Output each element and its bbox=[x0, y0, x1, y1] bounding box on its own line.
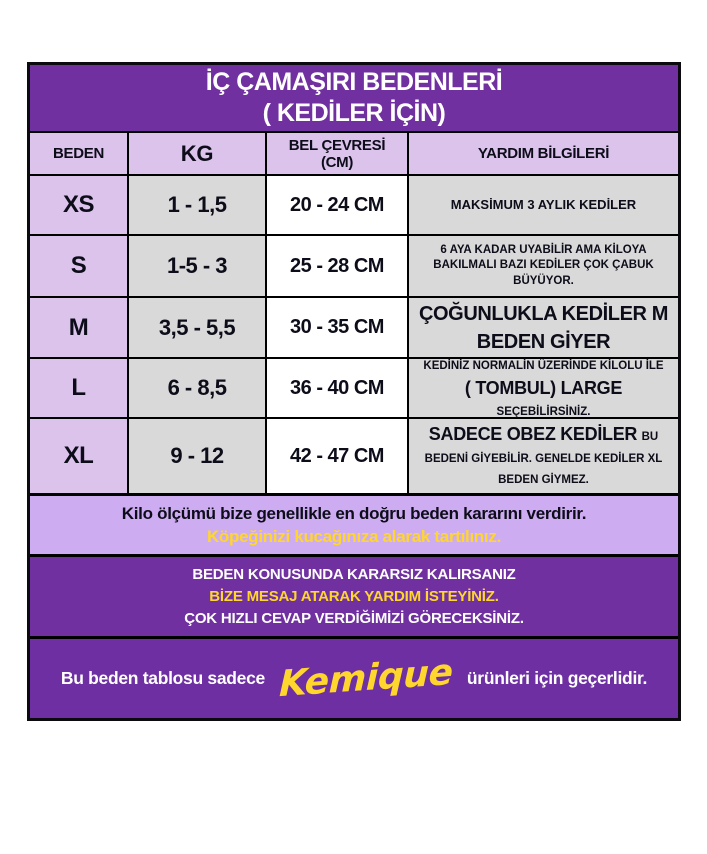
column-header-bel-cevresi bbox=[267, 133, 407, 174]
help-cell-xl bbox=[409, 419, 678, 493]
help-text-l-strong: ( TOMBUL) LARGE bbox=[464, 377, 623, 398]
brand-logo-kemique: Kemique bbox=[278, 651, 454, 705]
help-text-s: 6 AYA KADAR UYABİLİR AMA KİLOYA BAKILMALI BAZI KEDİLER ÇOK ÇABUK BÜYÜYOR. bbox=[433, 243, 654, 287]
support-note-line1: BEDEN KONUSUNDA KARARSIZ KALIRSANIZ bbox=[192, 565, 516, 583]
help-text-xs: MAKSİMUM 3 AYLIK KEDİLER bbox=[450, 197, 637, 213]
brand-note-suffix: ürünleri için geçerlidir. bbox=[466, 668, 648, 688]
support-note-line3: ÇOK HIZLI CEVAP VERDİĞİMİZİ GÖRECEKSİNİZ. bbox=[184, 609, 524, 627]
help-text-xl-tail: BU BEDENİ GİYEBİLİR. GENELDE KEDİLER XL BEDEN GİYMEZ. bbox=[424, 431, 663, 487]
footer-brand-note bbox=[30, 636, 678, 718]
kg-cell-xl: 9 - 12 bbox=[129, 419, 265, 493]
chart-title bbox=[30, 65, 678, 133]
help-cell-l bbox=[409, 359, 678, 417]
size-table bbox=[30, 133, 678, 493]
kg-cell-s: 1-5 - 3 bbox=[129, 236, 265, 296]
support-note-line2: BİZE MESAJ ATARAK YARDIM İSTEYİNİZ. bbox=[209, 587, 499, 605]
help-text-m: ÇOĞUNLUKLA KEDİLER M BEDEN GİYER bbox=[418, 302, 669, 353]
size-cell-m: M bbox=[30, 298, 127, 357]
help-text-xl bbox=[417, 422, 670, 490]
waist-cell-l: 36 - 40 CM bbox=[267, 359, 407, 417]
help-text-l-line1: KEDİNİZ NORMALİN ÜZERİNDE KİLOLU İLE bbox=[423, 360, 664, 373]
column-header-yardim: YARDIM BİLGİLERİ bbox=[409, 133, 678, 174]
chart-title-line1: İÇ ÇAMAŞIRI BEDENLERİ bbox=[205, 68, 503, 96]
column-header-kg: KG bbox=[129, 133, 265, 174]
waist-cell-s: 25 - 28 CM bbox=[267, 236, 407, 296]
size-cell-xl: XL bbox=[30, 419, 127, 493]
column-header-bel-line1: BEL ÇEVRESİ bbox=[288, 136, 386, 154]
size-cell-l: L bbox=[30, 359, 127, 417]
help-cell-xs bbox=[409, 176, 678, 234]
chart-title-line2: ( KEDİLER İÇİN) bbox=[262, 99, 446, 127]
footer-weighing-note bbox=[30, 493, 678, 554]
waist-cell-xl: 42 - 47 CM bbox=[267, 419, 407, 493]
kg-cell-xs: 1 - 1,5 bbox=[129, 176, 265, 234]
waist-cell-xs: 20 - 24 CM bbox=[267, 176, 407, 234]
help-cell-s bbox=[409, 236, 678, 296]
size-chart-sheet bbox=[27, 62, 681, 721]
brand-note-prefix: Bu beden tablosu sadece bbox=[60, 668, 265, 688]
waist-cell-m: 30 - 35 CM bbox=[267, 298, 407, 357]
weighing-note-line2: Köpeğinizi kucağınıza alarak tartılınız. bbox=[206, 527, 502, 546]
size-cell-s: S bbox=[30, 236, 127, 296]
footer-support-note bbox=[30, 554, 678, 636]
column-header-bel-line2: (CM) bbox=[320, 153, 354, 171]
kg-cell-l: 6 - 8,5 bbox=[129, 359, 265, 417]
help-text-l-line2 bbox=[417, 376, 670, 422]
help-text-l-tail: SEÇEBİLİRSİNİZ. bbox=[496, 406, 591, 419]
help-cell-m bbox=[409, 298, 678, 357]
size-cell-xs: XS bbox=[30, 176, 127, 234]
kg-cell-m: 3,5 - 5,5 bbox=[129, 298, 265, 357]
help-text-xl-strong: SADECE OBEZ KEDİLER bbox=[428, 424, 638, 445]
weighing-note-line1: Kilo ölçümü bize genellikle en doğru beden kararını verdirir. bbox=[121, 504, 587, 523]
column-header-beden: BEDEN bbox=[30, 133, 127, 174]
